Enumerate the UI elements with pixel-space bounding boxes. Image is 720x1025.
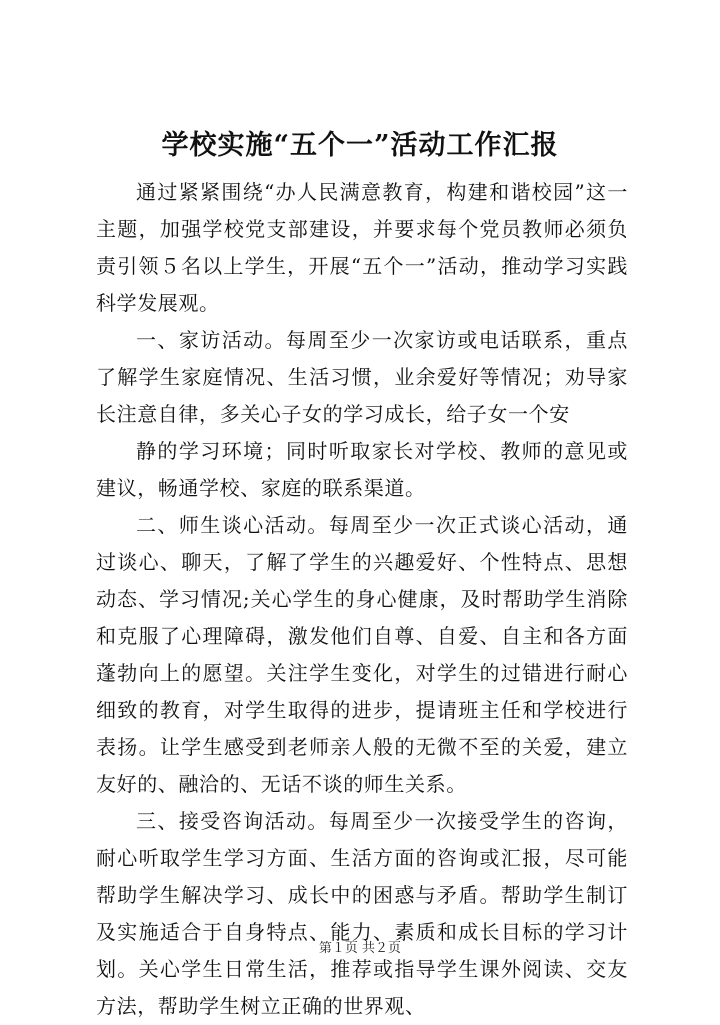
page-number-footer: 第１页 共２页 xyxy=(318,941,402,956)
intro-paragraph: 通过紧紧围绕“办人民满意教育，构建和谐校园”这一主题，加强学校党支部建设，并要求每个党员教师必须负责引领５名以上学生，开展“五个一”活动，推动学习实践科学发展观。 xyxy=(96,180,628,315)
heart-to-heart-paragraph: 二、师生谈心活动。每周至少一次正式谈心活动，通过谈心、聊天，了解了学生的兴趣爱好、个性特点、思想动态、学习情况;关心学生的身心健康，及时帮助学生消除和克服了心理障碍，激发他们自尊、自爱、自主和各方面蓬勃向上的愿望。关注学生变化，对学生的过错进行耐心细致的教育，对学生取得的进步，提请班主任和学校进行表扬。让学生感受到老师亲人般的无微不至的关爱，建立友好的、融洽的、无话不谈的师生关系。 xyxy=(96,513,628,796)
consultation-paragraph: 三、接受咨询活动。每周至少一次接受学生的咨询，耐心听取学生学习方面、生活方面的咨询或汇报，尽可能帮助学生解决学习、成长中的困惑与矛盾。帮助学生制订及实施适合于自身特点、能力、素质和成长目标的学习计划。关心学生日常生活，推荐或指导学生课外阅读、交友方法，帮助学生树立正确的世界观、 xyxy=(96,809,628,1018)
document-body xyxy=(96,174,628,1025)
home-visit-continued-paragraph: 静的学习环境；同时听取家长对学校、教师的意见或建议，畅通学校、家庭的联系渠道。 xyxy=(96,439,628,500)
document-title: 学校实施“五个一”活动工作汇报 xyxy=(161,130,559,161)
home-visit-paragraph: 一、家访活动。每周至少一次家访或电话联系，重点了解学生家庭情况、生活习惯，业余爱好等情况；劝导家长注意自律，多关心子女的学习成长，给子女一个安 xyxy=(96,328,628,426)
